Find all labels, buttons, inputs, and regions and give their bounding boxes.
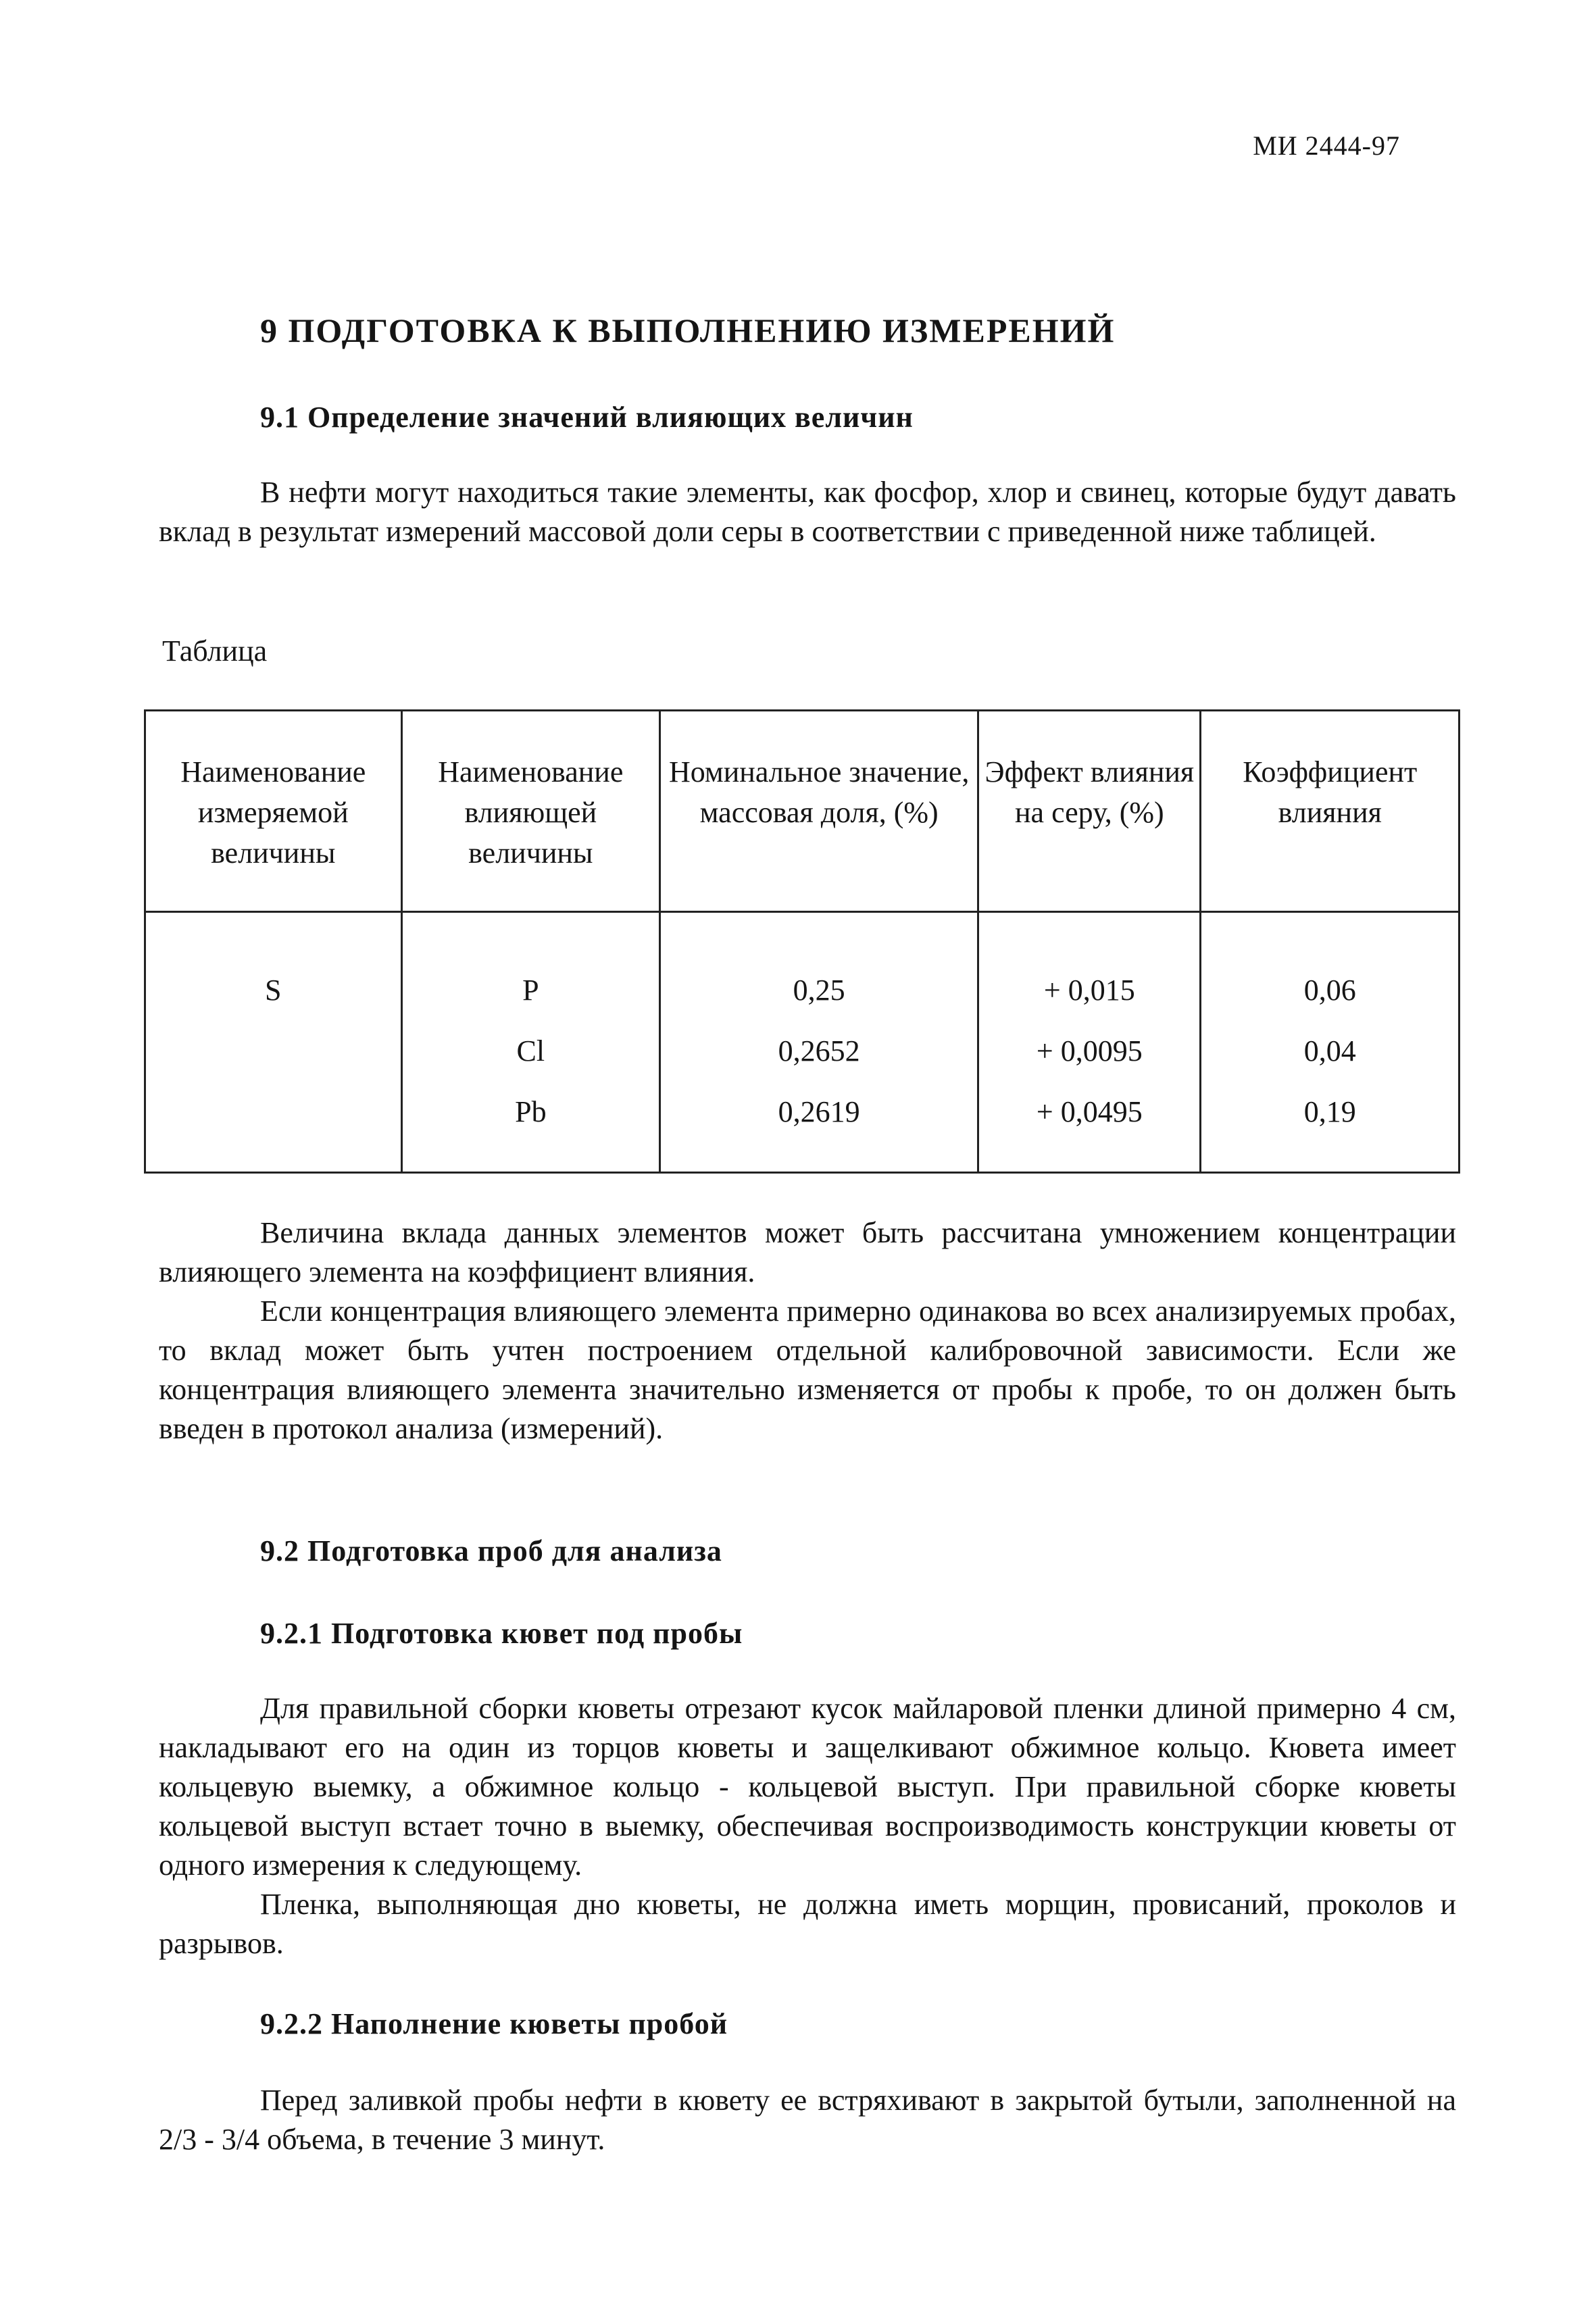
effect-value: + 0,015	[1043, 974, 1135, 1007]
header-measured-quantity: Наименование измеряемой величины	[145, 711, 402, 912]
header-influence-coefficient: Коэффициент влияния	[1201, 711, 1460, 912]
nominal-value: 0,2619	[778, 1095, 860, 1128]
cell-influence-coefficient	[1201, 912, 1460, 1173]
paragraph-cuvette-filling: Перед заливкой пробы нефти в кювету ее встряхивают в закрытой бутыли, заполненной на 2/3 - 3/4 объема, в течение 3 минут.	[159, 2084, 1456, 2156]
subsection-heading-9-2-1: 9.2.1 Подготовка кювет под пробы	[260, 1617, 743, 1650]
effect-value: + 0,0495	[1036, 1095, 1143, 1128]
table-row	[145, 912, 1460, 1173]
nominal-value: 0,25	[793, 974, 845, 1007]
paragraph-film-requirements: Пленка, выполняющая дно кюветы, не должна иметь морщин, провисаний, проколов и разрывов.	[159, 1888, 1456, 1960]
paragraph-cuvette-assembly: Для правильной сборки кюветы отрезают кусок майларовой пленки длиной примерно 4 см, накладывают его на один из торцов кюветы и защелкивают обжимное кольцо. Кювета имеет кольцевую выемку, а обжимное кольцо - кольцевой выступ. При правильной сборке кюветы кольцевой выступ встает точно в выемку, обеспечивая воспроизводимость конструкции кюветы от одного измерения к следующему.	[159, 1692, 1456, 1882]
influencing-element: P	[522, 974, 539, 1007]
document-code: МИ 2444-97	[1253, 130, 1400, 161]
nominal-value: 0,2652	[778, 1034, 860, 1067]
cell-measured-quantity	[145, 912, 402, 1173]
coefficient-value: 0,19	[1303, 1095, 1356, 1128]
influence-table	[144, 709, 1460, 1174]
coefficient-value: 0,04	[1303, 1034, 1356, 1067]
table-caption: Таблица	[162, 634, 268, 668]
header-nominal-value: Номинальное значение, массовая доля, (%)	[660, 711, 978, 912]
influencing-element: Cl	[516, 1034, 545, 1067]
coefficient-value: 0,06	[1303, 974, 1356, 1007]
cell-effect-on-sulfur	[978, 912, 1201, 1173]
header-influencing-quantity: Наименование влияющей величины	[401, 711, 660, 912]
measured-value: S	[265, 974, 282, 1007]
subsection-heading-9-2-2: 9.2.2 Наполнение кюветы пробой	[260, 2007, 728, 2040]
paragraph-contribution: Величина вклада данных элементов может быть рассчитана умножением концентрации влияющего элемента на коэффициент влияния.	[159, 1216, 1456, 1288]
subsection-heading-9-1: 9.1 Определение значений влияющих величин	[260, 401, 914, 434]
paragraph-calibration: Если концентрация влияющего элемента примерно одинакова во всех анализируемых пробах, то вклад может быть учтен построением отдельной калибровочной зависимости. Если же концентрация влияющего элемента значительно изменяется от пробы к пробе, то он должен быть введен в протокол анализа (измерений).	[159, 1294, 1456, 1445]
table-header-row	[145, 711, 1460, 912]
header-effect-on-sulfur: Эффект влияния на серу, (%)	[978, 711, 1201, 912]
effect-value: + 0,0095	[1036, 1034, 1143, 1067]
section-title: 9 ПОДГОТОВКА К ВЫПОЛНЕНИЮ ИЗМЕРЕНИЙ	[260, 311, 1116, 349]
cell-influencing-quantity	[401, 912, 660, 1173]
cell-nominal-value	[660, 912, 978, 1173]
paragraph-9-1-intro: В нефти могут находиться такие элементы, как фосфор, хлор и свинец, которые будут давать вклад в результат измерений массовой доли серы в соответствии с приведенной ниже таблицей.	[159, 476, 1456, 548]
subsection-heading-9-2: 9.2 Подготовка проб для анализа	[260, 1534, 722, 1567]
influencing-element: Pb	[515, 1095, 547, 1128]
